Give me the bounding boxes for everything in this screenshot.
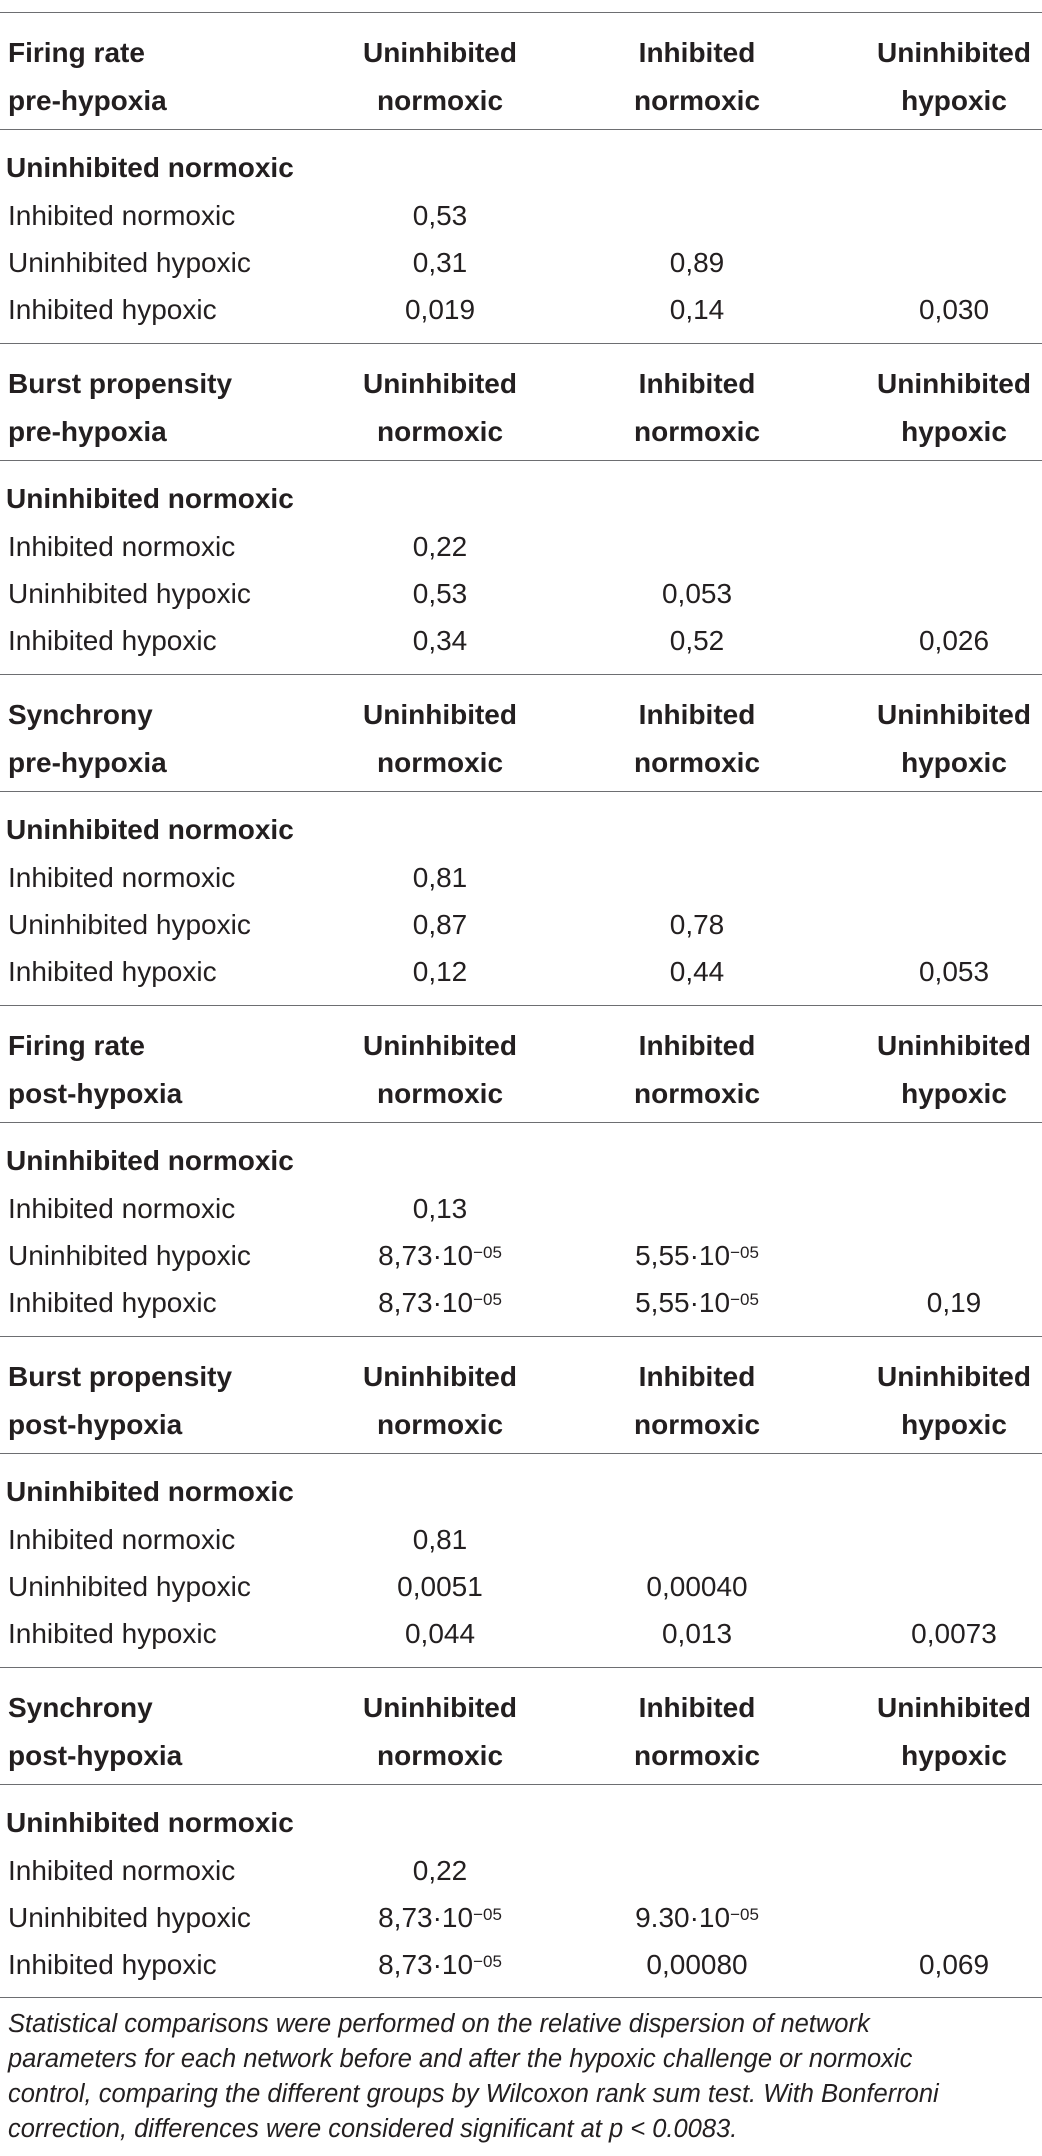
table-cell <box>670 911 725 939</box>
table-cell <box>919 627 989 655</box>
table-cell <box>413 958 468 986</box>
column-header: post-hypoxia <box>8 1409 183 1440</box>
cell-value: 0,0051 <box>397 1571 483 1602</box>
table-section <box>0 674 1042 1005</box>
column-header: Uninhibited <box>363 699 517 730</box>
cell-value: 0,22 <box>412 1855 468 1886</box>
table-cell <box>405 296 475 324</box>
column-header: post-hypoxia <box>8 1740 183 1771</box>
column-header: Uninhibited <box>877 37 1031 68</box>
table-cell <box>413 249 468 277</box>
cell-value: 8,73·10 <box>378 1287 474 1318</box>
table-body <box>0 1123 1042 1336</box>
column-header: Uninhibited <box>363 1030 517 1061</box>
cell-value: 0,13 <box>412 1193 468 1224</box>
table-cell <box>670 249 725 277</box>
column-header: normoxic <box>376 85 504 116</box>
table-cell <box>670 296 725 324</box>
table-body <box>0 130 1042 343</box>
cell-value: 0,81 <box>412 1524 468 1555</box>
column-header: Firing rate <box>8 37 145 68</box>
table-cell <box>662 1620 732 1648</box>
cell-value: 8,73·10 <box>378 1949 474 1980</box>
column-header: Uninhibited <box>363 37 517 68</box>
group-label: Uninhibited normoxic <box>6 1807 294 1838</box>
table-cell <box>635 1904 759 1932</box>
cell-value: 0,89 <box>669 247 725 278</box>
table-cell <box>413 202 468 230</box>
table-cell <box>413 911 468 939</box>
table-header-row <box>0 1667 1042 1785</box>
row-label: Inhibited hypoxic <box>8 1618 217 1649</box>
column-header: hypoxic <box>901 85 1007 116</box>
column-header: Uninhibited <box>877 368 1031 399</box>
column-header: hypoxic <box>901 416 1007 447</box>
table-header-row <box>0 674 1042 792</box>
table-cell <box>405 1620 475 1648</box>
column-header: normoxic <box>633 747 761 778</box>
column-header: hypoxic <box>901 1078 1007 1109</box>
column-header: pre-hypoxia <box>8 85 167 116</box>
column-header: Inhibited <box>638 1692 756 1723</box>
cell-value: 8,73·10 <box>378 1902 474 1933</box>
cell-value: 0,14 <box>669 294 725 325</box>
column-header: Burst propensity <box>8 368 233 399</box>
cell-value: 0,31 <box>412 247 468 278</box>
table-section <box>0 1336 1042 1667</box>
table-cell <box>927 1289 982 1317</box>
table-cell <box>413 533 468 561</box>
table-body <box>0 1785 1042 1998</box>
cell-exponent: −05 <box>473 1905 502 1924</box>
column-header: Inhibited <box>638 368 756 399</box>
row-label: Inhibited hypoxic <box>8 1287 217 1318</box>
group-label: Uninhibited normoxic <box>6 483 294 514</box>
footnote-line: parameters for each network before and after the hypoxic challenge or normoxic <box>8 2045 913 2073</box>
column-header: Uninhibited <box>877 1361 1031 1392</box>
table-header-row <box>0 1005 1042 1123</box>
cell-value: 0,053 <box>661 578 733 609</box>
table-section <box>0 343 1042 674</box>
table-cell <box>413 1857 468 1885</box>
table-cell <box>646 1951 747 1979</box>
footnote-rule <box>0 1997 1042 1998</box>
table-cell <box>397 1573 483 1601</box>
cell-exponent: −05 <box>730 1905 759 1924</box>
column-header: normoxic <box>376 416 504 447</box>
cell-value: 0,87 <box>412 909 468 940</box>
row-label: Uninhibited hypoxic <box>8 1902 251 1933</box>
cell-value: 0,00080 <box>646 1949 748 1980</box>
table-cell <box>378 1904 502 1932</box>
cell-value: 5,55·10 <box>635 1240 731 1271</box>
row-label: Inhibited normoxic <box>8 200 236 231</box>
cell-exponent: −05 <box>473 1243 502 1262</box>
cell-value: 0,44 <box>669 956 725 987</box>
cell-value: 0,069 <box>918 1949 990 1980</box>
column-header: pre-hypoxia <box>8 416 167 447</box>
cell-exponent: −05 <box>730 1243 759 1262</box>
table-cell <box>378 1242 502 1270</box>
cell-value: 0,12 <box>412 956 468 987</box>
cell-value: 0,044 <box>404 1618 476 1649</box>
column-header: normoxic <box>633 85 761 116</box>
table-cell <box>635 1289 759 1317</box>
column-header: Inhibited <box>638 1030 756 1061</box>
row-label: Uninhibited hypoxic <box>8 247 251 278</box>
column-header: normoxic <box>376 1409 504 1440</box>
table-cell <box>646 1573 747 1601</box>
column-header: normoxic <box>633 1409 761 1440</box>
table-cell <box>378 1289 502 1317</box>
cell-value: 0,053 <box>918 956 990 987</box>
column-header: normoxic <box>376 1740 504 1771</box>
column-header: normoxic <box>376 1078 504 1109</box>
row-label: Inhibited normoxic <box>8 1524 236 1555</box>
group-label: Uninhibited normoxic <box>6 1145 294 1176</box>
cell-value: 0,0073 <box>911 1618 997 1649</box>
row-label: Inhibited normoxic <box>8 1193 236 1224</box>
table-header-row <box>0 12 1042 130</box>
row-label: Inhibited hypoxic <box>8 625 217 656</box>
cell-value: 0,030 <box>918 294 990 325</box>
table-header-row <box>0 343 1042 461</box>
table-cell <box>919 958 989 986</box>
footnote-line: control, comparing the different groups by Wilcoxon rank sum test. With Bonferroni <box>8 2080 939 2108</box>
cell-value: 0,19 <box>926 1287 982 1318</box>
column-header: Uninhibited <box>877 1030 1031 1061</box>
column-header: Synchrony <box>8 699 153 730</box>
table-body <box>0 461 1042 674</box>
table-cell <box>670 958 725 986</box>
table-cell <box>413 580 468 608</box>
row-label: Inhibited hypoxic <box>8 956 217 987</box>
table-cell <box>413 864 468 892</box>
column-header: Inhibited <box>638 1361 756 1392</box>
cell-value: 0,81 <box>412 862 468 893</box>
column-header: hypoxic <box>901 1740 1007 1771</box>
cell-exponent: −05 <box>473 1952 502 1971</box>
footnote-line: Statistical comparisons were performed on the relative dispersion of network <box>8 2010 870 2038</box>
cell-value: 0,22 <box>412 531 468 562</box>
column-header: normoxic <box>376 747 504 778</box>
column-header: Inhibited <box>638 37 756 68</box>
column-header: Burst propensity <box>8 1361 233 1392</box>
column-header: normoxic <box>633 416 761 447</box>
cell-value: 0,53 <box>412 200 468 231</box>
table-cell <box>413 627 468 655</box>
row-label: Uninhibited hypoxic <box>8 1571 251 1602</box>
cell-value: 0,019 <box>404 294 476 325</box>
table-cell <box>662 580 732 608</box>
cell-value: 0,78 <box>669 909 725 940</box>
table-cell <box>635 1242 759 1270</box>
group-label: Uninhibited normoxic <box>6 1476 294 1507</box>
column-header: Uninhibited <box>363 1692 517 1723</box>
table-section <box>0 1667 1042 1998</box>
table-body <box>0 1454 1042 1667</box>
table-cell <box>378 1951 502 1979</box>
cell-value: 9.30·10 <box>635 1902 731 1933</box>
table-body <box>0 792 1042 1005</box>
column-header: hypoxic <box>901 1409 1007 1440</box>
table-cell <box>670 627 725 655</box>
table-cell <box>413 1526 468 1554</box>
cell-value: 0,026 <box>918 625 990 656</box>
column-header: normoxic <box>633 1078 761 1109</box>
group-label: Uninhibited normoxic <box>6 814 294 845</box>
table-header-row <box>0 1336 1042 1454</box>
row-label: Inhibited normoxic <box>8 862 236 893</box>
row-label: Inhibited hypoxic <box>8 1949 217 1980</box>
cell-value: 5,55·10 <box>635 1287 731 1318</box>
table-cell <box>413 1195 468 1223</box>
column-header: Synchrony <box>8 1692 153 1723</box>
row-label: Uninhibited hypoxic <box>8 1240 251 1271</box>
group-label: Uninhibited normoxic <box>6 152 294 183</box>
column-header: post-hypoxia <box>8 1078 183 1109</box>
cell-exponent: −05 <box>730 1290 759 1309</box>
cell-value: 0,53 <box>412 578 468 609</box>
row-label: Inhibited normoxic <box>8 1855 236 1886</box>
row-label: Uninhibited hypoxic <box>8 909 251 940</box>
table-cell <box>919 296 989 324</box>
footnote-line: correction, differences were considered significant at p < 0.0083. <box>8 2115 738 2143</box>
cell-value: 0,013 <box>661 1618 733 1649</box>
column-header: hypoxic <box>901 747 1007 778</box>
cell-value: 8,73·10 <box>378 1240 474 1271</box>
row-label: Inhibited normoxic <box>8 531 236 562</box>
column-header: Inhibited <box>638 699 756 730</box>
column-header: Uninhibited <box>363 368 517 399</box>
column-header: normoxic <box>633 1740 761 1771</box>
cell-value: 0,52 <box>669 625 725 656</box>
row-label: Uninhibited hypoxic <box>8 578 251 609</box>
cell-value: 0,34 <box>412 625 468 656</box>
column-header: Uninhibited <box>363 1361 517 1392</box>
column-header: Firing rate <box>8 1030 145 1061</box>
table-section <box>0 1005 1042 1336</box>
column-header: Uninhibited <box>877 1692 1031 1723</box>
cell-exponent: −05 <box>473 1290 502 1309</box>
row-label: Inhibited hypoxic <box>8 294 217 325</box>
table-cell <box>911 1620 997 1648</box>
table-section <box>0 12 1042 343</box>
cell-value: 0,00040 <box>646 1571 748 1602</box>
column-header: pre-hypoxia <box>8 747 167 778</box>
column-header: Uninhibited <box>877 699 1031 730</box>
table-cell <box>919 1951 989 1979</box>
